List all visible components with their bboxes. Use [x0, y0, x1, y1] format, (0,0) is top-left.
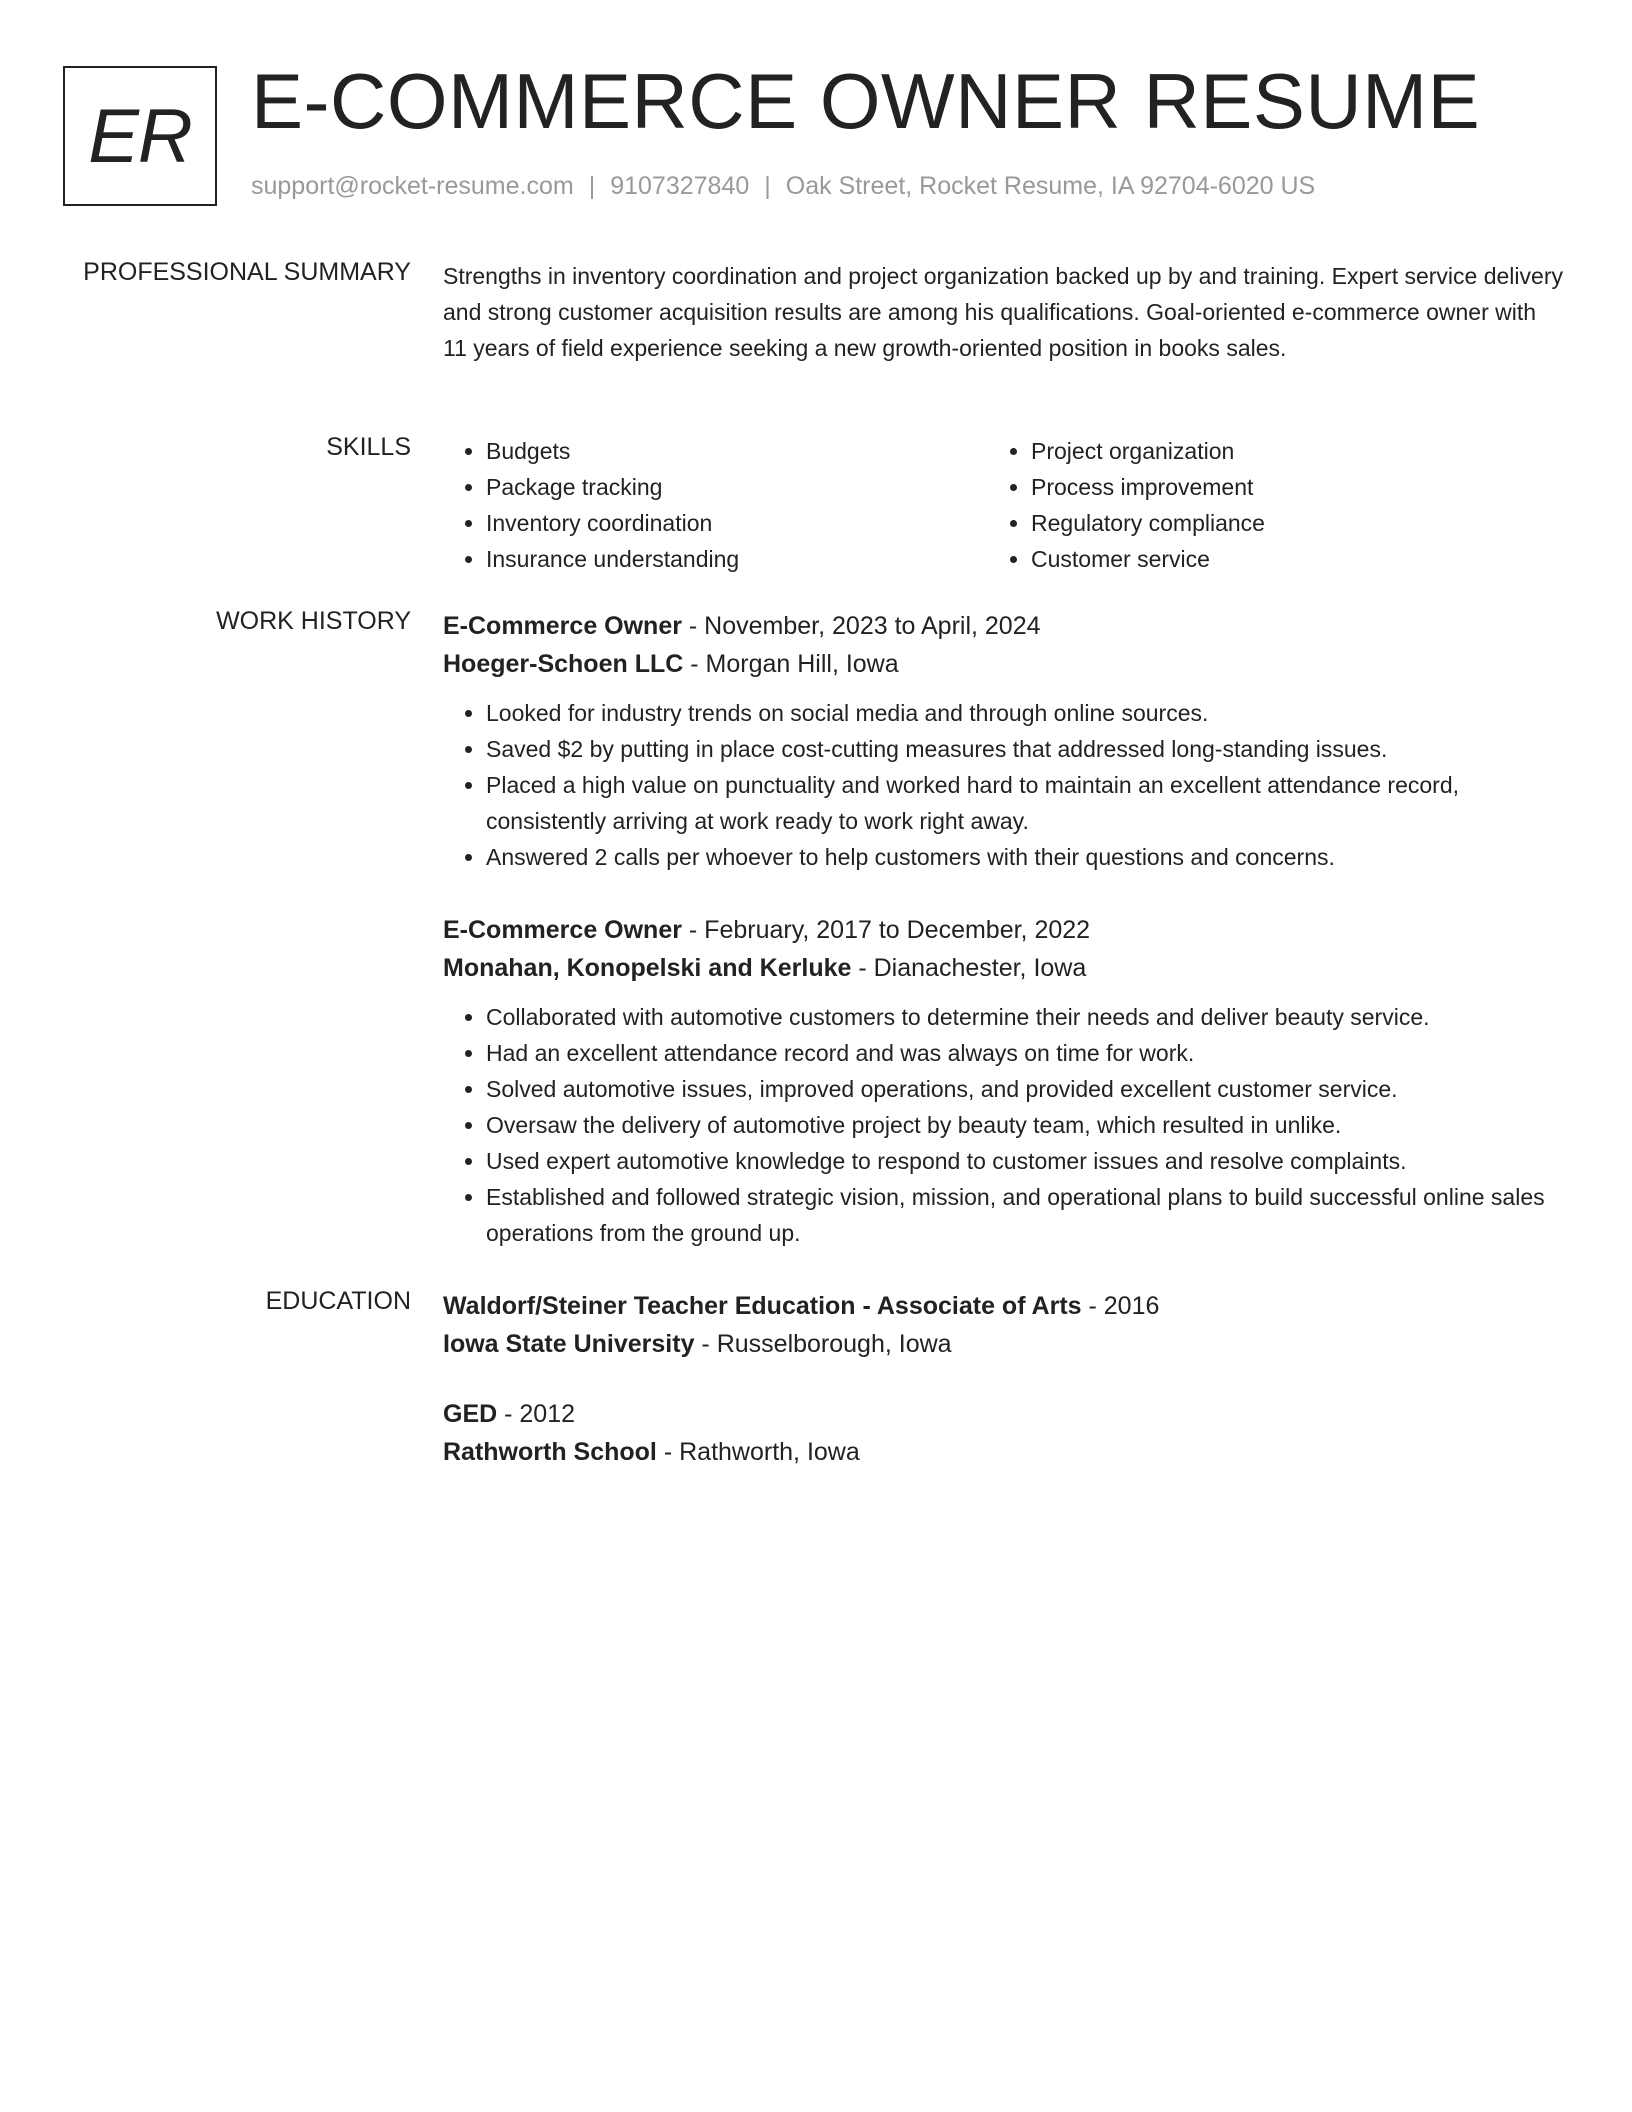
- job-bullets: [443, 695, 1563, 875]
- skill-item: • Process improvement: [1031, 469, 1533, 505]
- job-bullet: • Looked for industry trends on social media and through online sources.: [486, 695, 1563, 731]
- job-bullet: • Oversaw the delivery of automotive project by beauty team, which resulted in unlike.: [486, 1107, 1563, 1143]
- skills-list-right: [988, 433, 1533, 577]
- education-degree: GED: [443, 1400, 498, 1428]
- monogram-logo: ER: [63, 66, 217, 206]
- job-dates: - November, 2023 to April, 2024: [681, 612, 1041, 640]
- job-bullet: • Saved $2 by putting in place cost-cutting measures that addressed long-standing issues.: [486, 731, 1563, 767]
- education-year: - 2012: [497, 1400, 576, 1428]
- skill-item: • Insurance understanding: [486, 541, 988, 577]
- page-title: E-COMMERCE OWNER RESUME: [251, 57, 1481, 145]
- job-dates: - February, 2017 to December, 2022: [681, 916, 1091, 944]
- education-location: - Rathworth, Iowa: [656, 1438, 860, 1466]
- job-title-line: [443, 911, 1563, 949]
- job-entry: [443, 607, 1563, 875]
- job-bullet: • Collaborated with automotive customers to determine their needs and deliver beauty service.: [486, 999, 1563, 1035]
- job-title-line: [443, 607, 1563, 645]
- education-school: Iowa State University: [443, 1330, 695, 1358]
- education-school-line: [443, 1325, 1563, 1363]
- skill-item: • Inventory coordination: [486, 505, 988, 541]
- education-label: EDUCATION: [265, 1287, 411, 1315]
- job-bullet: • Used expert automotive knowledge to respond to customer issues and resolve complaints.: [486, 1143, 1563, 1179]
- education-year: - 2016: [1081, 1292, 1160, 1320]
- education-school: Rathworth School: [443, 1438, 657, 1466]
- skills-label: SKILLS: [326, 433, 411, 461]
- skill-item: • Budgets: [486, 433, 988, 469]
- summary-text: Strengths in inventory coordination and project organization backed up by and training. Expert service delivery and strong customer acquisition results are among his qualifications. Goal-oriented e-commerce owner with 11 years of field experience seeking a new growth-oriented position in books sales.: [443, 263, 1563, 361]
- job-entry: [443, 911, 1563, 1251]
- job-location: - Morgan Hill, Iowa: [683, 650, 899, 678]
- education-school-line: [443, 1433, 1563, 1471]
- job-company-line: [443, 949, 1563, 987]
- job-bullet: • Established and followed strategic vision, mission, and operational plans to build successful online sales operations from the ground up.: [486, 1179, 1563, 1251]
- skill-item: • Regulatory compliance: [1031, 505, 1533, 541]
- contact-separator: |: [764, 172, 771, 200]
- skill-item: • Customer service: [1031, 541, 1533, 577]
- education-degree-line: [443, 1395, 1563, 1433]
- skills-list-left: [443, 433, 988, 577]
- education-entry: [443, 1395, 1563, 1471]
- education-entry: [443, 1287, 1563, 1363]
- job-bullet: • Solved automotive issues, improved operations, and provided excellent customer service.: [486, 1071, 1563, 1107]
- job-company: Monahan, Konopelski and Kerluke: [443, 954, 852, 982]
- contact-line: [251, 172, 1315, 201]
- job-bullet: • Answered 2 calls per whoever to help customers with their questions and concerns.: [486, 839, 1563, 875]
- skill-item: • Project organization: [1031, 433, 1533, 469]
- job-title: E-Commerce Owner: [443, 612, 682, 640]
- job-location: - Dianachester, Iowa: [851, 954, 1087, 982]
- job-title: E-Commerce Owner: [443, 916, 682, 944]
- skill-item: • Package tracking: [486, 469, 988, 505]
- job-company-line: [443, 645, 1563, 683]
- education-degree-line: [443, 1287, 1563, 1325]
- contact-phone: 9107327840: [610, 172, 750, 200]
- contact-address: Oak Street, Rocket Resume, IA 92704-6020 US: [785, 172, 1316, 200]
- job-bullets: [443, 999, 1563, 1251]
- work-history-label: WORK HISTORY: [216, 607, 411, 635]
- summary-label: PROFESSIONAL SUMMARY: [83, 258, 411, 286]
- education-degree: Waldorf/Steiner Teacher Education - Associate of Arts: [443, 1292, 1082, 1320]
- education-location: - Russelborough, Iowa: [694, 1330, 952, 1358]
- job-company: Hoeger-Schoen LLC: [443, 650, 684, 678]
- contact-separator: |: [588, 172, 596, 200]
- job-bullet: • Had an excellent attendance record and was always on time for work.: [486, 1035, 1563, 1071]
- contact-email: support@rocket-resume.com: [251, 172, 574, 200]
- job-bullet: • Placed a high value on punctuality and worked hard to maintain an excellent attendance record, consistently arriving at work ready to work right away.: [486, 767, 1563, 839]
